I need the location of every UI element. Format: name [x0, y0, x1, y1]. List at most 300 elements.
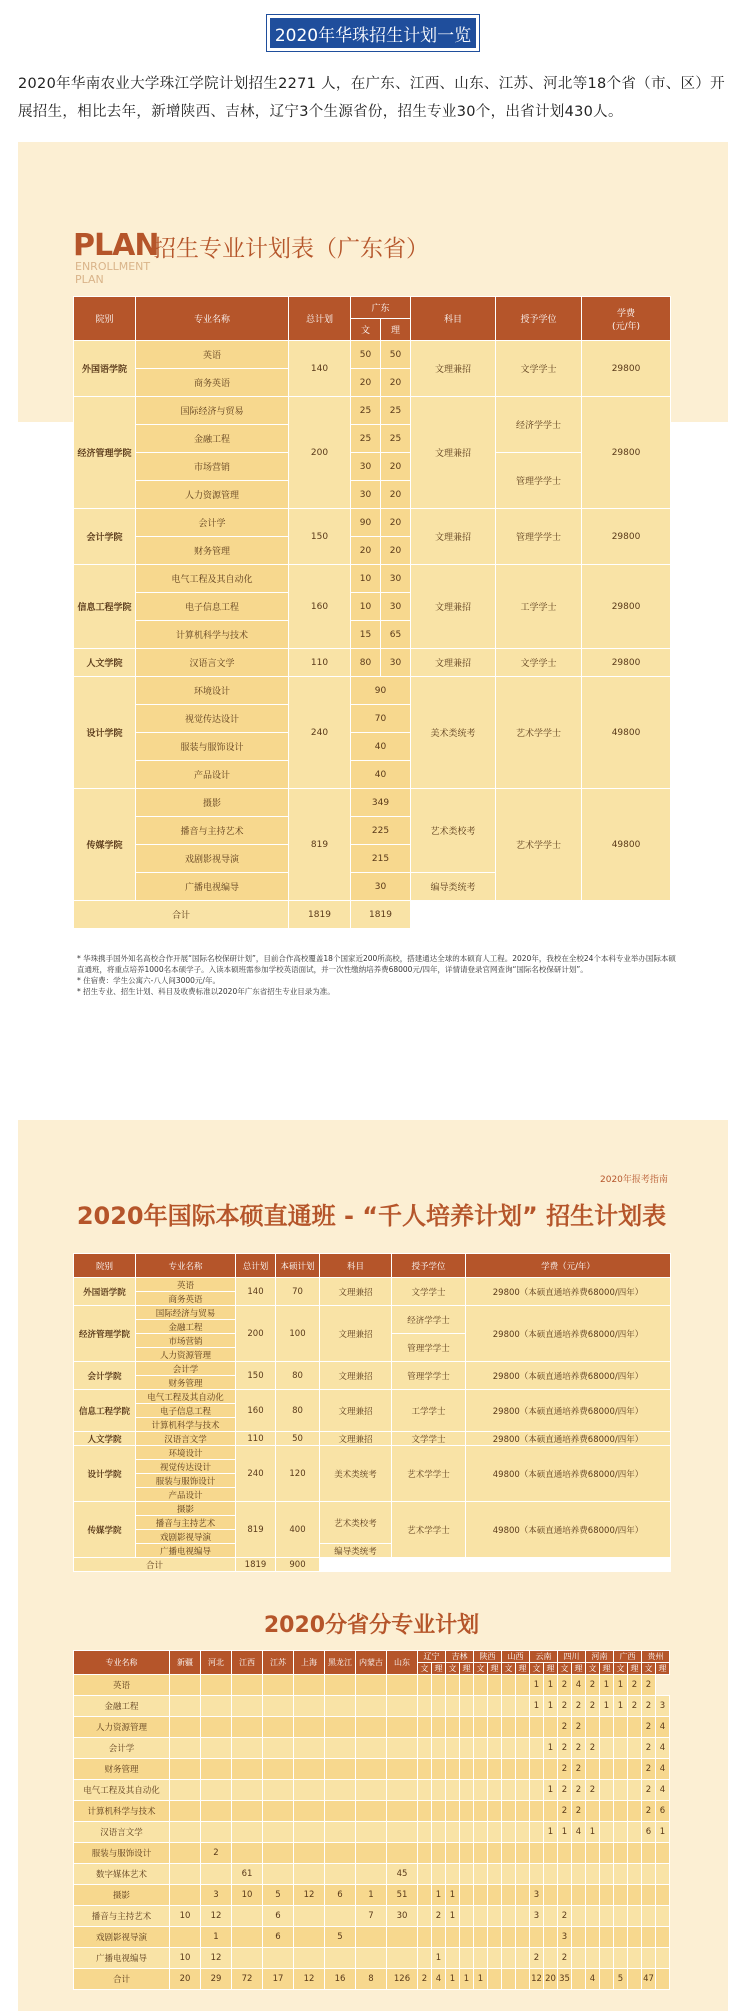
- table-cell: [488, 1822, 502, 1843]
- table-cell: 1: [600, 1675, 614, 1696]
- table-cell: 美术类统考: [411, 677, 496, 789]
- table-cell: [418, 1738, 432, 1759]
- table-cell: 汉语言文学: [136, 649, 289, 677]
- table-header: 文: [351, 319, 381, 341]
- table-header: 文: [558, 1663, 572, 1675]
- table-cell: [446, 1738, 460, 1759]
- table-cell: [614, 1906, 628, 1927]
- table-cell: [418, 1843, 432, 1864]
- table-cell: [294, 1738, 325, 1759]
- table-cell: [325, 1717, 356, 1738]
- table-cell: 80: [351, 649, 381, 677]
- table-cell: [642, 1927, 656, 1948]
- table-cell: [586, 1843, 600, 1864]
- table-cell: [411, 901, 671, 929]
- table-cell: [628, 1906, 642, 1927]
- table-cell: 管理学学士: [496, 453, 582, 509]
- table-cell: [544, 1927, 558, 1948]
- table-cell: [502, 1843, 516, 1864]
- table-cell: 艺术学学士: [496, 677, 582, 789]
- table-cell: [232, 1717, 263, 1738]
- table-cell: [446, 1717, 460, 1738]
- table-cell: [432, 1759, 446, 1780]
- table-cell: [614, 1822, 628, 1843]
- table-cell: 2: [558, 1801, 572, 1822]
- table-cell: [600, 1759, 614, 1780]
- table-cell: 4: [656, 1738, 670, 1759]
- table-cell: [325, 1675, 356, 1696]
- table-cell: 人力资源管理: [74, 1717, 170, 1738]
- table-cell: 广播电视编导: [74, 1948, 170, 1969]
- table-cell: [502, 1822, 516, 1843]
- table-cell: [263, 1759, 294, 1780]
- table-cell: 29800: [582, 341, 671, 397]
- table-header: 文: [474, 1663, 488, 1675]
- table-cell: 产品设计: [136, 1488, 236, 1502]
- table-cell: [201, 1696, 232, 1717]
- table-cell: 视觉传达设计: [136, 705, 289, 733]
- table-cell: 150: [289, 509, 351, 565]
- table-cell: 1: [586, 1822, 600, 1843]
- table-row: [74, 1362, 671, 1376]
- table-cell: 艺术学学士: [392, 1502, 466, 1558]
- table-cell: 2: [642, 1801, 656, 1822]
- table-cell: [558, 1885, 572, 1906]
- table-cell: [474, 1780, 488, 1801]
- table-cell: [502, 1969, 516, 1990]
- table-cell: [544, 1759, 558, 1780]
- table-cell: [356, 1927, 387, 1948]
- table-cell: [474, 1696, 488, 1717]
- table-cell: [614, 1885, 628, 1906]
- table-cell: [474, 1948, 488, 1969]
- table-cell: 会计学院: [74, 1362, 136, 1390]
- table-header: 河北: [201, 1651, 232, 1675]
- table-cell: [488, 1717, 502, 1738]
- table-cell: [544, 1948, 558, 1969]
- table-cell: [572, 1927, 586, 1948]
- table-cell: 49800: [582, 677, 671, 789]
- table-cell: [642, 1948, 656, 1969]
- table-cell: 1: [614, 1696, 628, 1717]
- table-cell: 编导类统考: [320, 1544, 392, 1558]
- table-cell: [586, 1864, 600, 1885]
- table-cell: 1: [614, 1675, 628, 1696]
- table-cell: 20: [381, 369, 411, 397]
- table-cell: [628, 1822, 642, 1843]
- fee-cell: 29800（本硕直通培养费68000/四年）: [466, 1432, 671, 1446]
- table-cell: 2: [530, 1948, 544, 1969]
- table-header: 文: [642, 1663, 656, 1675]
- table-row: [74, 789, 671, 817]
- table-row: [74, 1822, 670, 1843]
- table-cell: 12: [530, 1969, 544, 1990]
- table-header: 文: [614, 1663, 628, 1675]
- table-cell: 20: [351, 537, 381, 565]
- table-cell: [432, 1717, 446, 1738]
- table-cell: [600, 1969, 614, 1990]
- table-cell: 1: [432, 1885, 446, 1906]
- table-cell: 20: [544, 1969, 558, 1990]
- table-cell: 20: [381, 481, 411, 509]
- fee-cell: 29800（本硕直通培养费68000/四年）: [466, 1390, 671, 1432]
- table-cell: [201, 1801, 232, 1822]
- table-cell: [572, 1948, 586, 1969]
- table-cell: 2: [572, 1801, 586, 1822]
- table-cell: [460, 1738, 474, 1759]
- table-cell: 10: [170, 1906, 201, 1927]
- table-cell: [460, 1948, 474, 1969]
- table-row: [74, 1927, 670, 1948]
- table-cell: [628, 1843, 642, 1864]
- table-header: 专业名称: [136, 1254, 236, 1278]
- table-cell: 110: [289, 649, 351, 677]
- table-cell: 110: [236, 1432, 276, 1446]
- table-cell: 艺术学学士: [496, 789, 582, 901]
- table-cell: 900: [276, 1558, 320, 1572]
- table-cell: 1: [446, 1969, 460, 1990]
- table-header: 文: [446, 1663, 460, 1675]
- table-cell: [325, 1738, 356, 1759]
- table-cell: [656, 1885, 670, 1906]
- table-cell: [530, 1927, 544, 1948]
- table-cell: [263, 1696, 294, 1717]
- table-cell: 商务英语: [136, 369, 289, 397]
- table-header: 理: [432, 1663, 446, 1675]
- table-cell: [432, 1864, 446, 1885]
- table-cell: 设计学院: [74, 677, 136, 789]
- table-cell: 计算机科学与技术: [74, 1801, 170, 1822]
- table-cell: 3: [656, 1696, 670, 1717]
- table-cell: [474, 1864, 488, 1885]
- table-cell: 2: [586, 1780, 600, 1801]
- intl-plan-title: 2020年国际本硕直通班 - “千人培养计划” 招生计划表: [76, 1202, 667, 1230]
- table-cell: [263, 1864, 294, 1885]
- table-cell: 1: [460, 1969, 474, 1990]
- table-cell: [170, 1759, 201, 1780]
- table-cell: 2: [572, 1717, 586, 1738]
- table-cell: 2: [418, 1969, 432, 1990]
- table-header: 理: [516, 1663, 530, 1675]
- table-cell: [586, 1906, 600, 1927]
- table-cell: 文理兼招: [320, 1432, 392, 1446]
- table-cell: 金融工程: [136, 425, 289, 453]
- table-cell: 40: [351, 761, 411, 789]
- table-cell: [294, 1906, 325, 1927]
- table-cell: [502, 1864, 516, 1885]
- table-cell: [460, 1717, 474, 1738]
- table-cell: [201, 1780, 232, 1801]
- table-cell: [325, 1906, 356, 1927]
- table-cell: [656, 1864, 670, 1885]
- table-cell: [325, 1801, 356, 1822]
- plan-logo: PLAN: [73, 228, 159, 263]
- table-row: [74, 1738, 670, 1759]
- table-header: 吉林: [446, 1651, 474, 1663]
- table-cell: 50: [351, 341, 381, 369]
- table-cell: [530, 1822, 544, 1843]
- table-cell: 200: [289, 397, 351, 509]
- table-cell: [446, 1864, 460, 1885]
- table-cell: 80: [276, 1390, 320, 1432]
- table-cell: [446, 1696, 460, 1717]
- table-cell: [170, 1780, 201, 1801]
- table-cell: [586, 1885, 600, 1906]
- table-cell: [232, 1759, 263, 1780]
- table-cell: [418, 1822, 432, 1843]
- table-cell: 61: [232, 1864, 263, 1885]
- table-cell: 文理兼招: [411, 397, 496, 509]
- notes: [77, 953, 677, 997]
- table-row: [74, 1906, 670, 1927]
- table-header: 陕西: [474, 1651, 502, 1663]
- table-cell: [325, 1843, 356, 1864]
- table-cell: 人文学院: [74, 1432, 136, 1446]
- table-cell: 3: [530, 1906, 544, 1927]
- table-cell: [170, 1738, 201, 1759]
- table-cell: [387, 1843, 418, 1864]
- table-cell: 29800: [582, 649, 671, 677]
- table-cell: 人文学院: [74, 649, 136, 677]
- table-cell: 文理兼招: [411, 649, 496, 677]
- table-cell: [325, 1864, 356, 1885]
- table-cell: [600, 1738, 614, 1759]
- table-cell: [642, 1843, 656, 1864]
- table-cell: 国际经济与贸易: [136, 397, 289, 425]
- table-cell: [232, 1780, 263, 1801]
- table-cell: 1819: [351, 901, 411, 929]
- table-cell: 文理兼招: [320, 1306, 392, 1362]
- table-row: [74, 1885, 670, 1906]
- table-cell: 25: [381, 425, 411, 453]
- table-header: 四川: [558, 1651, 586, 1663]
- table-cell: 16: [325, 1969, 356, 1990]
- table-row: [74, 397, 671, 425]
- table-cell: [294, 1927, 325, 1948]
- table-cell: [294, 1801, 325, 1822]
- table-cell: [263, 1717, 294, 1738]
- table-cell: [530, 1780, 544, 1801]
- table-cell: [600, 1927, 614, 1948]
- table-cell: 10: [351, 565, 381, 593]
- table-cell: 环境设计: [136, 1446, 236, 1460]
- table-cell: 2: [628, 1696, 642, 1717]
- table-cell: [325, 1822, 356, 1843]
- table-cell: [586, 1948, 600, 1969]
- table-cell: [628, 1885, 642, 1906]
- table-header: 文: [586, 1663, 600, 1675]
- table-cell: [628, 1864, 642, 1885]
- table-cell: [460, 1864, 474, 1885]
- table-cell: 文学学士: [392, 1278, 466, 1306]
- table-cell: [628, 1780, 642, 1801]
- fee-cell: 29800（本硕直通培养费68000/四年）: [466, 1306, 671, 1362]
- table-cell: 2: [642, 1675, 656, 1696]
- table-cell: 信息工程学院: [74, 565, 136, 649]
- table-cell: [516, 1759, 530, 1780]
- table-cell: [418, 1696, 432, 1717]
- table-cell: 1: [446, 1885, 460, 1906]
- table-cell: 29800: [582, 509, 671, 565]
- table-cell: 2: [558, 1759, 572, 1780]
- table-header: 学费（元/年）: [466, 1254, 671, 1278]
- table-row: [74, 1502, 671, 1516]
- table-cell: [201, 1822, 232, 1843]
- table-cell: [614, 1717, 628, 1738]
- table-cell: 12: [201, 1906, 232, 1927]
- table-header: 理: [460, 1663, 474, 1675]
- table-cell: 6: [325, 1885, 356, 1906]
- table-cell: 6: [263, 1927, 294, 1948]
- table-cell: 7: [356, 1906, 387, 1927]
- table-cell: [656, 1906, 670, 1927]
- table-cell: 3: [530, 1885, 544, 1906]
- table-cell: 汉语言文学: [136, 1432, 236, 1446]
- table-cell: [418, 1780, 432, 1801]
- table-cell: 广播电视编导: [136, 1544, 236, 1558]
- table-cell: 电子信息工程: [136, 593, 289, 621]
- plan-subtitle: ENROLLMENT PLAN: [75, 260, 151, 286]
- table-cell: [294, 1780, 325, 1801]
- table-cell: 2: [572, 1696, 586, 1717]
- table-cell: [502, 1696, 516, 1717]
- table-cell: [294, 1864, 325, 1885]
- table-header: 山西: [502, 1651, 530, 1663]
- table-cell: 2: [558, 1675, 572, 1696]
- table-cell: [516, 1801, 530, 1822]
- table-cell: [387, 1927, 418, 1948]
- table-cell: [474, 1738, 488, 1759]
- table-cell: [516, 1948, 530, 1969]
- table-cell: [294, 1843, 325, 1864]
- table-cell: 12: [294, 1885, 325, 1906]
- table-cell: [460, 1885, 474, 1906]
- table-cell: 财务管理: [136, 537, 289, 565]
- guide-label: 2020年报考指南: [600, 1175, 668, 1185]
- table-cell: 经济管理学院: [74, 397, 136, 509]
- table-cell: 90: [351, 509, 381, 537]
- table-cell: [600, 1948, 614, 1969]
- table-cell: [460, 1675, 474, 1696]
- table-header: 院别: [74, 1254, 136, 1278]
- table-row: [74, 649, 671, 677]
- table-cell: 摄影: [136, 1502, 236, 1516]
- table-cell: [232, 1738, 263, 1759]
- table-cell: [294, 1717, 325, 1738]
- table-cell: 汉语言文学: [74, 1822, 170, 1843]
- table-cell: 25: [351, 397, 381, 425]
- table-cell: 2: [642, 1780, 656, 1801]
- table-cell: 2: [628, 1675, 642, 1696]
- province-plan-table: [73, 1650, 670, 1990]
- table-cell: [432, 1801, 446, 1822]
- table-cell: 美术类统考: [320, 1446, 392, 1502]
- table-cell: 外国语学院: [74, 1278, 136, 1306]
- table-cell: [170, 1717, 201, 1738]
- fee-cell: 29800（本硕直通培养费68000/四年）: [466, 1278, 671, 1306]
- table-cell: 数字媒体艺术: [74, 1864, 170, 1885]
- table-cell: [232, 1696, 263, 1717]
- table-cell: [446, 1948, 460, 1969]
- table-cell: 戏剧影视导演: [74, 1927, 170, 1948]
- table-cell: [446, 1675, 460, 1696]
- table-cell: [170, 1696, 201, 1717]
- table-cell: 10: [232, 1885, 263, 1906]
- table-cell: [614, 1759, 628, 1780]
- table-cell: [320, 1558, 671, 1572]
- table-cell: [387, 1717, 418, 1738]
- table-cell: [294, 1948, 325, 1969]
- table-cell: 5: [614, 1969, 628, 1990]
- table-cell: 51: [387, 1885, 418, 1906]
- table-cell: [656, 1843, 670, 1864]
- table-cell: 150: [236, 1362, 276, 1390]
- table-cell: [418, 1759, 432, 1780]
- table-cell: 49800: [582, 789, 671, 901]
- table-cell: 1: [201, 1927, 232, 1948]
- table-cell: 计算机科学与技术: [136, 1418, 236, 1432]
- table-cell: [488, 1864, 502, 1885]
- table-cell: [488, 1675, 502, 1696]
- table-header: 授予学位: [496, 297, 582, 341]
- table-cell: 10: [170, 1948, 201, 1969]
- table-cell: 管理学学士: [392, 1362, 466, 1390]
- table-cell: 播音与主持艺术: [136, 1516, 236, 1530]
- table-cell: [387, 1738, 418, 1759]
- table-cell: 8: [356, 1969, 387, 1990]
- table-cell: 90: [351, 677, 411, 705]
- table-cell: 1: [600, 1696, 614, 1717]
- table-header: 云南: [530, 1651, 558, 1663]
- table-cell: 合计: [74, 901, 289, 929]
- table-cell: 240: [289, 677, 351, 789]
- table-cell: 2: [558, 1906, 572, 1927]
- table-cell: [446, 1822, 460, 1843]
- table-cell: [356, 1801, 387, 1822]
- table-cell: [356, 1822, 387, 1843]
- table-cell: 艺术类校考: [411, 789, 496, 873]
- table-cell: 17: [263, 1969, 294, 1990]
- table-cell: 4: [656, 1717, 670, 1738]
- table-cell: 30: [381, 593, 411, 621]
- table-cell: 2: [201, 1843, 232, 1864]
- table-cell: [432, 1675, 446, 1696]
- province-plan-title: 2020分省分专业计划: [263, 1613, 480, 1638]
- table-header: 科目: [411, 297, 496, 341]
- table-cell: [418, 1906, 432, 1927]
- table-cell: [446, 1759, 460, 1780]
- table-cell: [474, 1927, 488, 1948]
- table-cell: 30: [387, 1906, 418, 1927]
- table-row: [74, 565, 671, 593]
- table-row: [74, 1278, 671, 1292]
- table-cell: [628, 1969, 642, 1990]
- table-cell: 英语: [74, 1675, 170, 1696]
- table-cell: 英语: [136, 1278, 236, 1292]
- table-cell: [460, 1801, 474, 1822]
- table-cell: [474, 1717, 488, 1738]
- table-cell: [418, 1885, 432, 1906]
- table-cell: [418, 1948, 432, 1969]
- table-cell: [544, 1864, 558, 1885]
- table-cell: 1: [530, 1675, 544, 1696]
- table-cell: [544, 1906, 558, 1927]
- table-cell: [263, 1843, 294, 1864]
- table-cell: [418, 1801, 432, 1822]
- table-cell: [356, 1864, 387, 1885]
- table-cell: [600, 1822, 614, 1843]
- table-header: 理: [544, 1663, 558, 1675]
